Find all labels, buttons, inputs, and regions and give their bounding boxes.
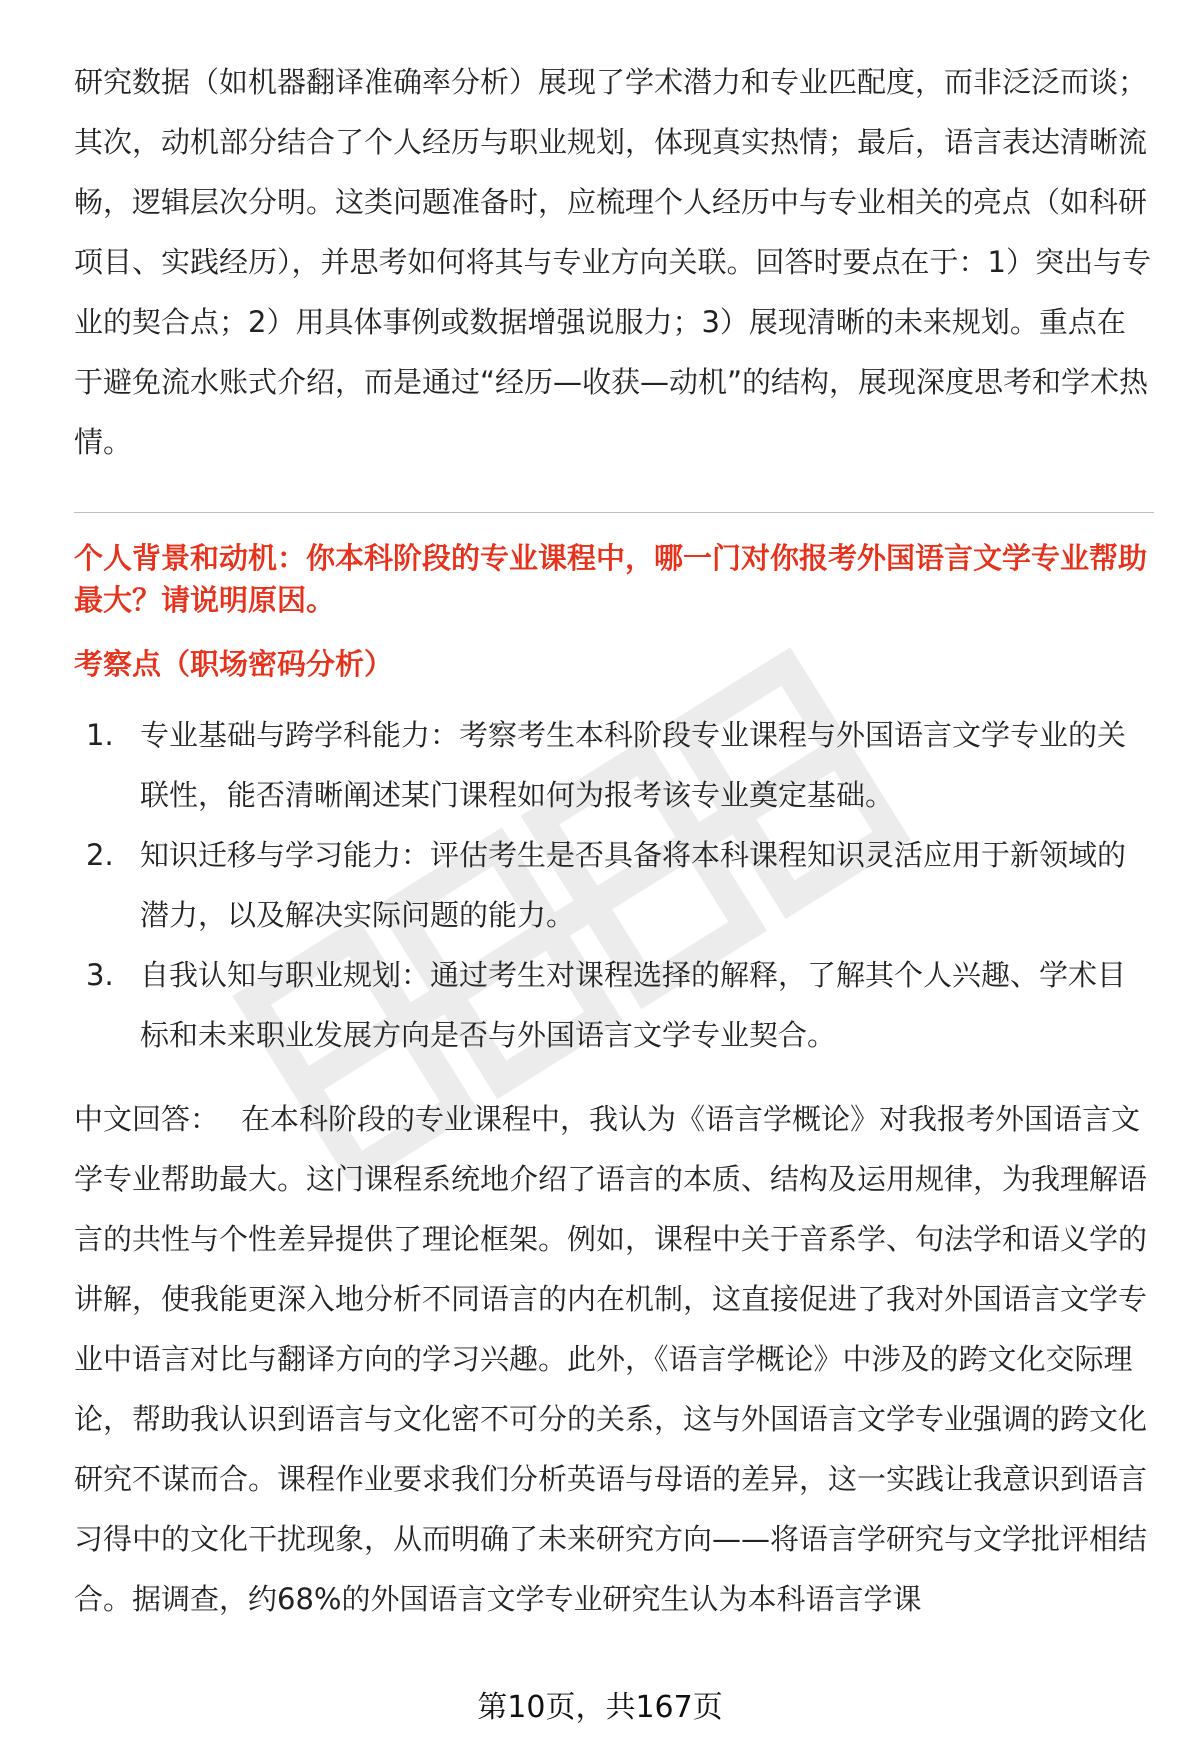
- analysis-points-list: [74, 705, 1154, 1065]
- analysis-point: [86, 825, 1154, 945]
- point-text: 自我认知与职业规划：通过考生对课程选择的解释，了解其个人兴趣、学术目标和未来职业发展方向是否与外国语言文学专业契合。: [140, 958, 1127, 1052]
- point-text: 知识迁移与学习能力：评估考生是否具备将本科课程知识灵活应用于新领域的潜力，以及解决实际问题的能力。: [140, 838, 1127, 932]
- document-page: [74, 52, 1154, 1629]
- section-divider: [74, 512, 1154, 513]
- analysis-point: [86, 945, 1154, 1065]
- point-number: 3.: [86, 958, 114, 992]
- answer-paragraph: [74, 1089, 1154, 1629]
- answer-label: 中文回答：: [74, 1102, 220, 1136]
- intro-paragraph: 研究数据（如机器翻译准确率分析）展现了学术潜力和专业匹配度，而非泛泛而谈；其次，动机部分结合了个人经历与职业规划，体现真实热情；最后，语言表达清晰流畅，逻辑层次分明。这类问题准备时，应梳理个人经历中与专业相关的亮点（如科研项目、实践经历），并思考如何将其与专业方向关联。回答时要点在于：1）突出与专业的契合点；2）用具体事例或数据增强说服力；3）展现清晰的未来规划。重点在于避免流水账式介绍，而是通过“经历—收获—动机”的结构，展现深度思考和学术热情。: [74, 65, 1151, 459]
- interview-question: 个人背景和动机：你本科阶段的专业课程中，哪一门对你报考外国语言文学专业帮助最大？请说明原因。: [74, 541, 1148, 617]
- analysis-point: [86, 705, 1154, 825]
- point-text: 专业基础与跨学科能力：考察考生本科阶段专业课程与外国语言文学专业的关联性，能否清晰阐述某门课程如何为报考该专业奠定基础。: [140, 718, 1127, 812]
- point-number: 1.: [86, 718, 114, 752]
- page-footer: 第10页，共167页: [477, 1690, 723, 1725]
- analysis-section-title: 考察点（职场密码分析）: [74, 647, 394, 681]
- answer-text: 在本科阶段的专业课程中，我认为《语言学概论》对我报考外国语言文学专业帮助最大。这门课程系统地介绍了语言的本质、结构及运用规律，为我理解语言的共性与个性差异提供了理论框架。例如，课程中关于音系学、句法学和语义学的讲解，使我能更深入地分析不同语言的内在机制，这直接促进了我对外国语言文学专业中语言对比与翻译方向的学习兴趣。此外，《语言学概论》中涉及的跨文化交际理论，帮助我认识到语言与文化密不可分的关系，这与外国语言文学专业强调的跨文化研究不谋而合。课程作业要求我们分析英语与母语的差异，这一实践让我意识到语言习得中的文化干扰现象，从而明确了未来研究方向——将语言学研究与文学批评相结合。据调查，约68%的外国语言文学专业研究生认为本科语言学课: [74, 1102, 1148, 1616]
- point-number: 2.: [86, 838, 114, 872]
